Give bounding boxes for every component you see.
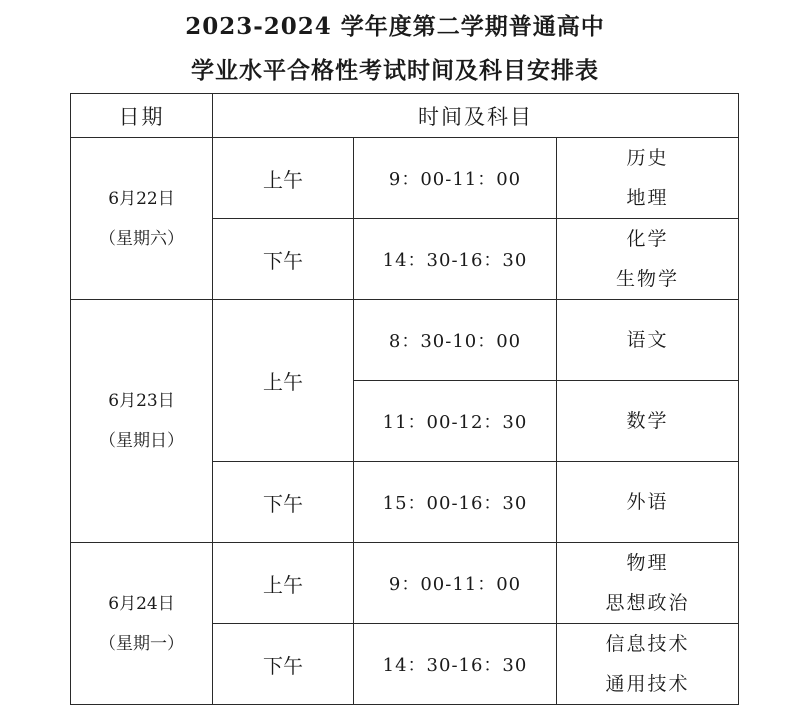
- subject-text: 外语: [626, 491, 669, 513]
- title-line-2: 学业水平合格性考试时间及科目安排表: [191, 57, 599, 84]
- date-cell-day1: [71, 138, 213, 300]
- date-text: 6月22日: [108, 188, 175, 209]
- subject-text: 数学: [626, 410, 669, 432]
- date-text: 6月23日: [108, 391, 175, 411]
- subject-cell: [557, 624, 739, 705]
- time-cell: 8：30-10：00: [354, 300, 557, 381]
- date-cell-day2: [71, 300, 213, 543]
- subject-text: 通用技术: [605, 673, 690, 695]
- table-row: [71, 300, 739, 381]
- time-cell: 15：00-16：30: [354, 462, 557, 543]
- header-time-subject: 时间及科目: [213, 94, 739, 138]
- subject-text: 信息技术: [605, 633, 690, 655]
- subject-text: 思想政治: [605, 592, 690, 614]
- time-cell: 11：00-12：30: [354, 381, 557, 462]
- time-cell: 14：30-16：30: [354, 624, 557, 705]
- subject-cell: [557, 381, 739, 462]
- session-am: 上午: [213, 543, 354, 624]
- subject-text: 化学: [626, 228, 669, 250]
- session-pm: 下午: [213, 462, 354, 543]
- session-pm: 下午: [213, 219, 354, 300]
- subject-text: 地理: [626, 187, 669, 209]
- session-pm: 下午: [213, 624, 354, 705]
- subject-cell: [557, 219, 739, 300]
- subject-text: 历史: [626, 147, 669, 169]
- schedule-table: [70, 93, 739, 705]
- subject-cell: [557, 138, 739, 219]
- date-cell-day3: [71, 543, 213, 705]
- time-cell: 9：00-11：00: [354, 138, 557, 219]
- subject-cell: [557, 543, 739, 624]
- header-row: [71, 94, 739, 138]
- table-row: [71, 543, 739, 624]
- subject-text: 生物学: [616, 268, 680, 290]
- subject-text: 物理: [626, 552, 669, 574]
- session-am: 上午: [213, 138, 354, 219]
- header-date: 日期: [71, 94, 213, 138]
- weekday-text: （星期六）: [99, 228, 184, 249]
- title-line-1: 2023-2024 学年度第二学期普通高中: [185, 13, 605, 40]
- subject-cell: [557, 300, 739, 381]
- time-cell: 9：00-11：00: [354, 543, 557, 624]
- weekday-text: （星期一）: [99, 633, 184, 654]
- table-row: [71, 138, 739, 219]
- subject-cell: [557, 462, 739, 543]
- subject-text: 语文: [626, 329, 669, 351]
- weekday-text: （星期日）: [99, 431, 184, 451]
- session-am: 上午: [213, 300, 354, 462]
- time-cell: 14：30-16：30: [354, 219, 557, 300]
- date-text: 6月24日: [108, 593, 175, 614]
